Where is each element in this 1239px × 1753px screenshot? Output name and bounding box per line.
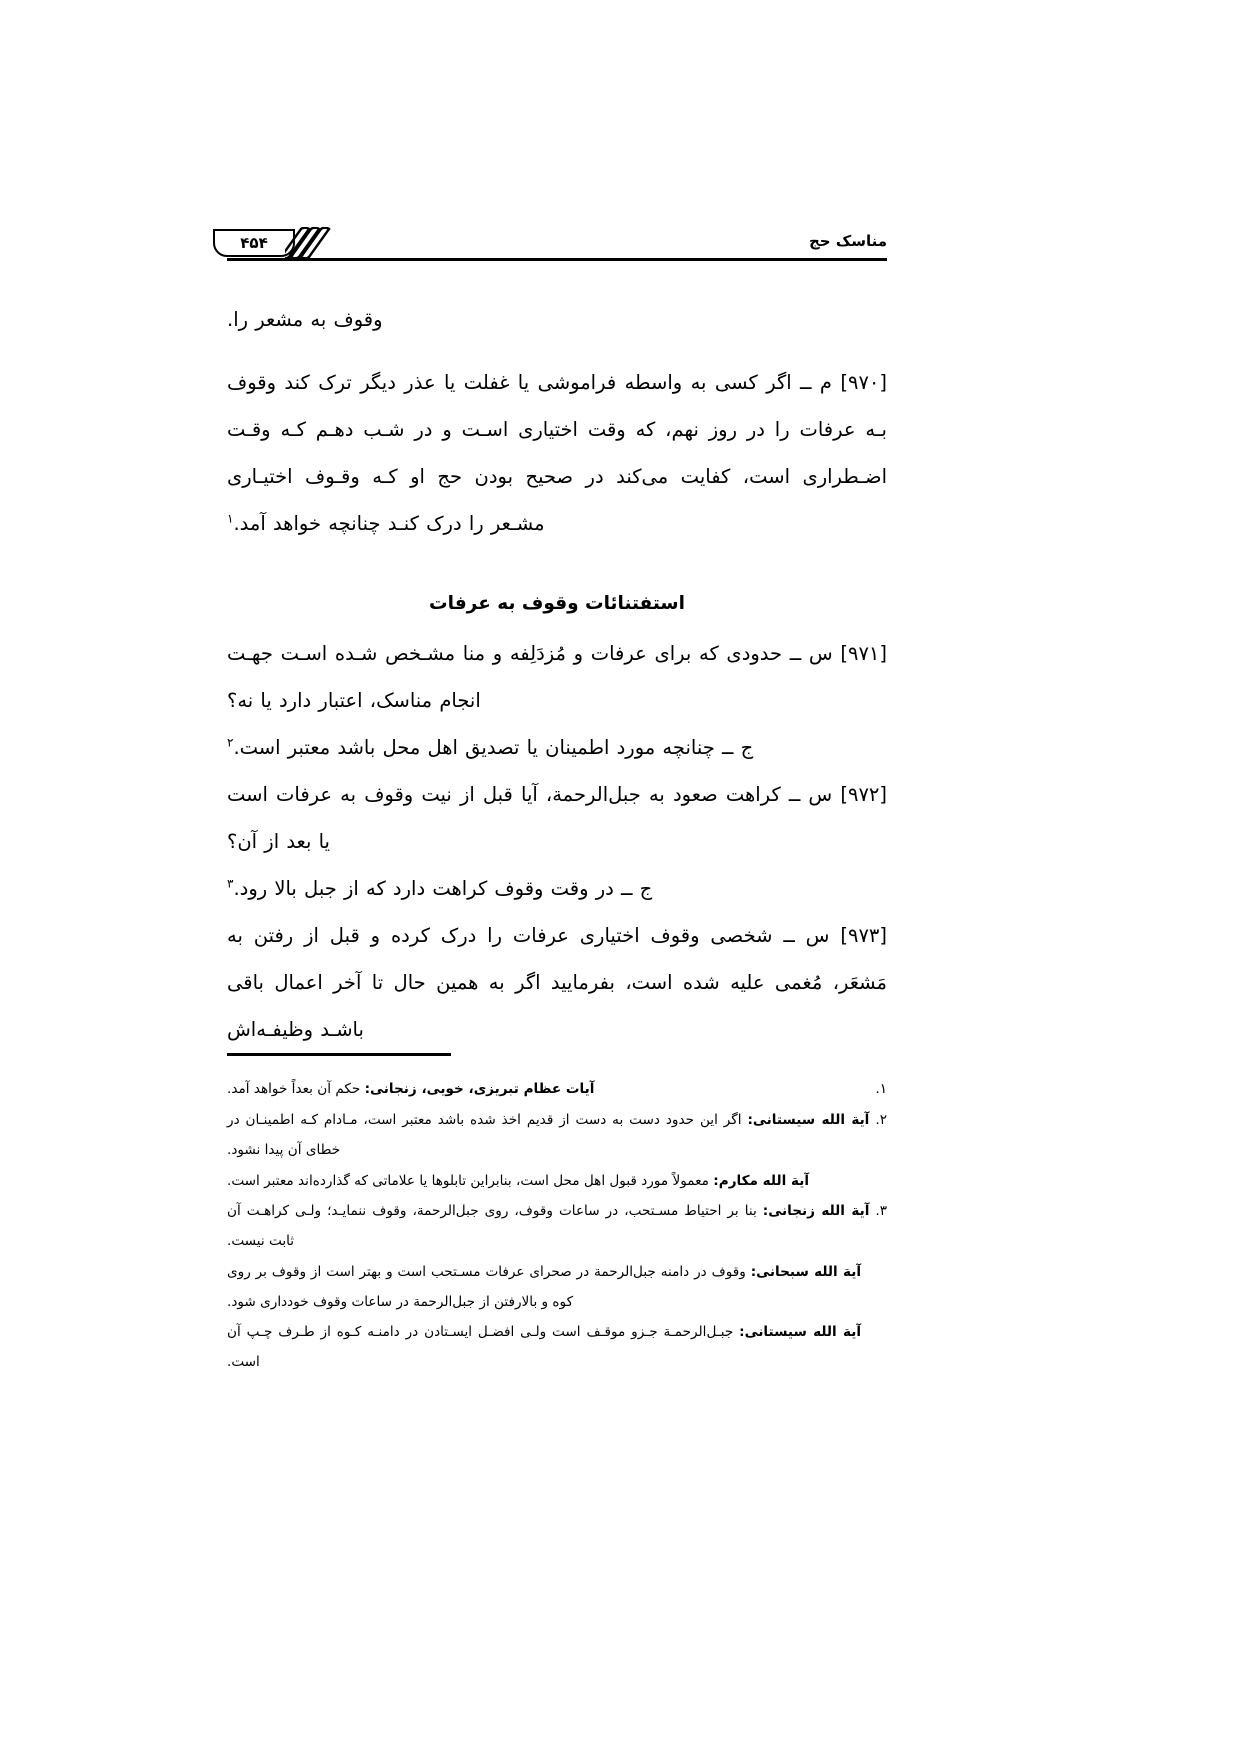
footnote-sub-detail: وقوف در دامنه جبل‌الرحمة در صحرای عرفات مسـتحب است و بهتر است از وقوف بر روی کوه و بالارفتن از جبل‌الرحمة در ساعات وقوف خودداری شود. bbox=[227, 1263, 746, 1310]
spacer bbox=[227, 547, 887, 593]
footnote-subentry bbox=[227, 1257, 861, 1317]
question-973 bbox=[227, 912, 887, 1053]
running-header bbox=[227, 228, 887, 274]
footnotes-block bbox=[227, 1074, 887, 1377]
footnote-sub-lead: آیة الله مکارم: bbox=[713, 1172, 809, 1189]
footnote-detail: حکم آن بعداً خواهد آمد. bbox=[227, 1080, 361, 1097]
footnote-detail: بنا بر احتیاط مسـتحب، در ساعات وقوف، روی جبل‌الرحمة، وقوف ننمایـد؛ ولـی کراهـت آن ثابت نیست. bbox=[227, 1202, 757, 1249]
footnote-sub-lead: آیة الله سبحانی: bbox=[750, 1263, 862, 1280]
body-text bbox=[227, 296, 887, 1053]
book-title: مناسک حج bbox=[809, 232, 887, 250]
page-number-badge bbox=[213, 229, 331, 259]
section-heading: استفتنائات وقوف به عرفات bbox=[429, 593, 685, 614]
footnote-lead: آیة الله سیستانی: bbox=[747, 1111, 870, 1128]
ruling-970 bbox=[227, 359, 887, 547]
answer-971-text: ج ــ چنانچه مورد اطمینان یا تصدیق اهل محل باشد معتبر است. bbox=[233, 736, 754, 759]
answer-971 bbox=[227, 724, 887, 771]
footnote-marker: ۳. bbox=[875, 1202, 887, 1219]
footnote-body bbox=[227, 1105, 869, 1165]
footnote-lead: آیات عظام تبریزی، خویی، زنجانی: bbox=[364, 1080, 595, 1097]
footnote-body bbox=[227, 1074, 869, 1104]
answer-972 bbox=[227, 865, 887, 912]
answer-972-text: ج ــ در وقت وقوف کراهت دارد که از جبل بالا رود. bbox=[233, 877, 653, 900]
question-971: [۹۷۱] س ــ حدودی که برای عرفات و مُزدَلِفه و منا مشـخص شـده اسـت جهـت انجام مناسک، اعتبار دارد یا نه؟ bbox=[227, 642, 887, 712]
footnote-marker: ۱. bbox=[875, 1080, 887, 1097]
footnote-ref-2: ۲ bbox=[227, 735, 234, 750]
footnote-item bbox=[227, 1105, 887, 1165]
footnote-ref-3: ۳ bbox=[227, 876, 234, 891]
footnote-item bbox=[227, 1074, 887, 1104]
question-973-text: [۹۷۳] س ــ شخصی وقوف اختیاری عرفات را درک کرده و قبل از رفتن به مَشعَر، مُغمی علیه شده است، بفرمایید اگر به همین حال تا آخر اعمال باقی باشـد وظیفـه‌اش bbox=[227, 924, 887, 1041]
footnote-separator-rule bbox=[227, 1053, 451, 1056]
footnote-subentry bbox=[227, 1166, 861, 1196]
footnote-marker: ۲. bbox=[875, 1111, 887, 1128]
ruling-970-text: [۹۷۰] م ــ اگر کسی به واسطه فراموشی یا غفلت یا عذر دیگر ترک کند وقوف بـه عرفات را در روز نهم، که وقت اختیاری اسـت و در شـب دهـم کـه وقـت اضـطراری است، کفایت می‌کند در صحیح بودن حج او کـه وقـوف اختیـاری مشـعر را درک کنـد چنانچه خواهد آمد. bbox=[227, 371, 887, 535]
page-content bbox=[227, 228, 887, 1377]
question-972: [۹۷۲] س ــ کراهت صعود به جبل‌الرحمة، آیا قبل از نیت وقوف به عرفات است یا بعد از آن؟ bbox=[227, 783, 887, 853]
footnote-body bbox=[227, 1196, 869, 1256]
footnote-lead: آیة الله زنجانی: bbox=[762, 1202, 870, 1219]
footnote-ref-1: ۱ bbox=[227, 511, 234, 526]
footnote-detail: اگر این حدود دست به دست از قدیم اخذ شده باشد معتبر است، مـادام کـه اطمینـان در خطای آن پیدا نشود. bbox=[227, 1111, 742, 1158]
spacer bbox=[227, 614, 887, 630]
page-number: ۴۵۴ bbox=[240, 234, 268, 252]
footnote-subentry bbox=[227, 1317, 861, 1377]
footnote-sub-detail: معمولاً مورد قبول اهل محل است، بنابراین تابلوها یا علاماتی که گذارده‌اند معتبر است. bbox=[227, 1172, 709, 1189]
footnote-sub-detail: جبـل‌الرحمـة جـزو موقـف است ولـی افضـل ایسـتادن در دامنـه کـوه از طـرف چـپ آن است. bbox=[227, 1323, 734, 1370]
footnote-item bbox=[227, 1196, 887, 1256]
spacer bbox=[227, 343, 887, 359]
badge-stripes-icon bbox=[285, 227, 331, 259]
continued-sentence: وقوف به مشعر را. bbox=[227, 308, 383, 331]
footnote-sub-lead: آیة الله سیستانی: bbox=[739, 1323, 861, 1340]
